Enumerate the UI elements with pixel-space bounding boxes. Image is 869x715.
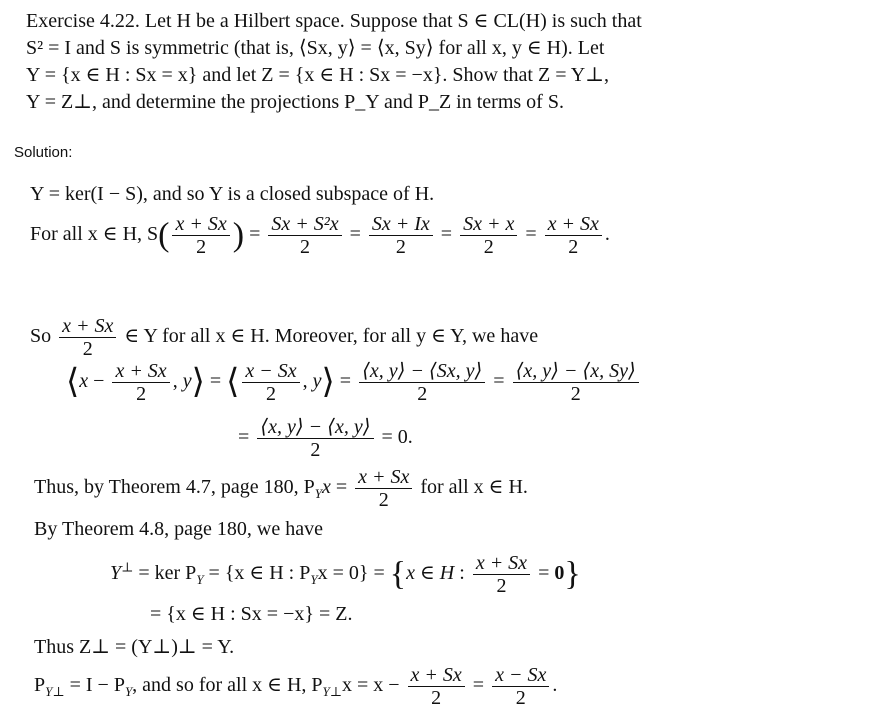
- solution-line-zperp: Thus Z⊥ = (Y⊥)⊥ = Y.: [34, 636, 235, 658]
- text-zero: = 0.: [381, 426, 413, 449]
- fraction: $\frac{x - Sx}{2}$: [492, 664, 549, 709]
- fraction: $\frac{\text{Sx + S²x}}{2}$: [268, 213, 341, 258]
- fraction: $\frac{x + Sx}{2}$: [59, 315, 116, 360]
- fraction: $\frac{x + Sx}{2}$: [112, 360, 169, 405]
- solution-line-yperp: Y⊥ = ker $P_Y = \{x$ ∈ H : $P_Yx = 0\} = \{x$ ∈ H : $\frac{x + Sx}{2}$ = 0}: [110, 552, 581, 597]
- text-set2: x = 0} =: [317, 562, 385, 585]
- text-mid: = I − P: [69, 674, 125, 697]
- fraction: $\frac{⟨x, y⟩ - ⟨Sx, y⟩}{2}$: [359, 360, 485, 405]
- fraction: $\frac{Sx + Ix}{2}$: [369, 213, 433, 258]
- exercise-line-3: Y = {x ∈ H : Sx = x} and let Z = {x ∈ H : Sx = −x}. Show that Z = Y⊥,: [26, 64, 609, 86]
- text-mid2: , and so for all x ∈ H, P: [132, 674, 323, 697]
- exercise-line-1: Exercise 4.22. Let H be a Hilbert space. Suppose that S ∈ CL(H) is such that: [26, 10, 642, 32]
- text-suffix: for all x ∈ H.: [420, 476, 528, 499]
- fraction: $\frac{x - Sx}{2}$: [242, 360, 299, 405]
- exercise-line-2: S² = I and S is symmetric (that is, ⟨Sx, y⟩ = ⟨x, Sy⟩ for all x, y ∈ H). Let: [26, 37, 605, 59]
- text-suffix: ∈ Y for all x ∈ H. Moreover, for all y ∈ Y, we have: [124, 325, 539, 348]
- solution-line-inner-product: ⟨x − $\frac{x + Sx}{2}$ , y⟩ = ⟨ $\frac{x - Sx}{2}$ , y⟩ = $\frac{⟨x, y⟩ - ⟨Sx, y⟩}{2}$ = $\frac{⟨x, y⟩ - ⟨x, Sy⟩}{2}$: [66, 360, 642, 405]
- text-p: P: [34, 674, 46, 697]
- solution-line-theorem-48: By Theorem 4.8, page 180, we have: [34, 518, 323, 540]
- text-prefix: Thus, by Theorem 4.7, page 180, P: [34, 476, 315, 499]
- solution-line-z: = {x ∈ H : Sx = −x} = Z.: [150, 603, 353, 625]
- solution-line-S-fraction: For all x ∈ H, S( $\frac{x + Sx}{2}$ ) = $\frac{\text{Sx + S²x}}{2}$ = $\frac{Sx + Ix}{2}$ = $\frac{Sx + x}{2}$ = $\frac{x + Sx}{2}$ .: [30, 213, 610, 258]
- solution-line-so: [30, 315, 538, 360]
- solution-line-zero: = $\frac{⟨x, y⟩ - ⟨x, y⟩}{2}$ = 0.: [238, 416, 413, 461]
- solution-line-kernel: Y = ker(I − S), and so Y is a closed subspace of H.: [30, 183, 435, 205]
- solution-line-theorem-47: Thus, by Theorem 4.7, page 180, $P_Yx$ = $\frac{x + Sx}{2}$ for all x ∈ H.: [34, 466, 528, 511]
- fraction: $\frac{Sx + x}{2}$: [460, 213, 517, 258]
- text-prefix: So: [30, 325, 52, 348]
- solution-label: Solution:: [14, 144, 73, 161]
- text-prefix: For all x ∈ H, S: [30, 223, 159, 246]
- fraction: $\frac{x + Sx}{2}$: [408, 664, 465, 709]
- text-ker: = ker P: [138, 562, 197, 585]
- fraction: $\frac{x + Sx}{2}$: [473, 552, 530, 597]
- fraction: $\frac{x + Sx}{2}$: [545, 213, 602, 258]
- fraction: $\frac{x + Sx}{2}$: [172, 213, 229, 258]
- fraction: $\frac{⟨x, y⟩ - ⟨x, Sy⟩}{2}$: [513, 360, 639, 405]
- fraction: $\frac{x + Sx}{2}$: [355, 466, 412, 511]
- fraction: $\frac{⟨x, y⟩ - ⟨x, y⟩}{2}$: [257, 416, 373, 461]
- solution-line-projection: $P_{Y\perp} = I - P_Y$, and so for all x ∈ H, $P_{Y\perp}x = x$ − $\frac{x + Sx}{2}$ = $\frac{x - Sx}{2}$ .: [34, 664, 558, 709]
- exercise-line-4: Y = Z⊥, and determine the projections P_Y and P_Z in terms of S.: [26, 91, 564, 113]
- text-tail: x = x −: [341, 674, 400, 697]
- text-set: = {x ∈ H : P: [208, 562, 311, 585]
